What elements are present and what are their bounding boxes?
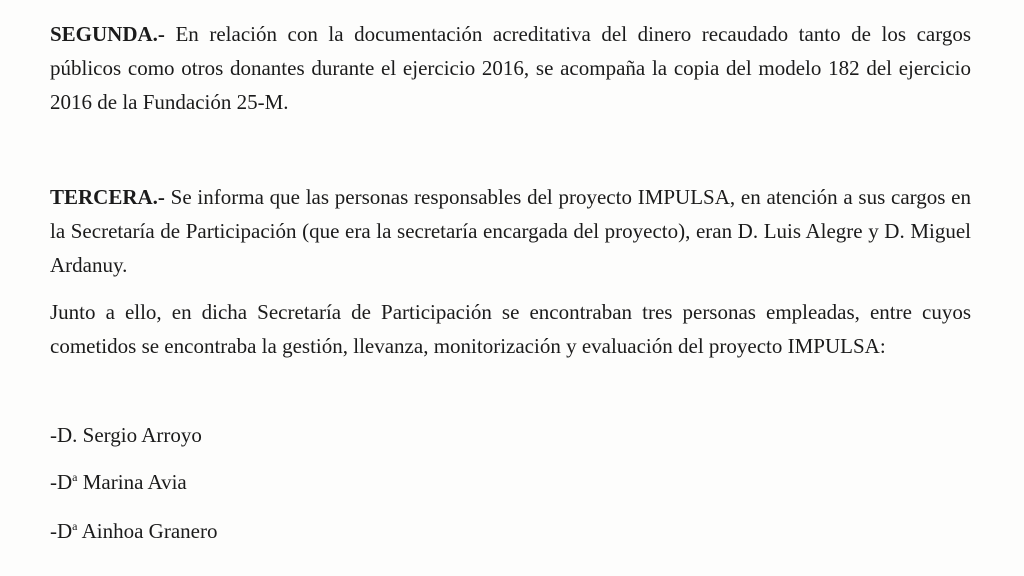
employee-prefix: -D.: [50, 423, 78, 447]
employee-list-item: [50, 514, 217, 548]
employee-list-item: [50, 418, 202, 452]
employee-ordinal: a: [72, 519, 78, 533]
paragraph-tercera-heading: TERCERA.-: [50, 185, 165, 209]
paragraph-tercera: [50, 180, 971, 282]
paragraph-junto: [50, 295, 971, 363]
employee-name: Sergio Arroyo: [77, 423, 202, 447]
paragraph-junto-text: Junto a ello, en dicha Secretaría de Participación se encontraban tres personas empleadas, entre cuyos cometidos se encontraba la gestión, llevanza, monitorización y evaluación del proyecto IMPULSA:: [50, 300, 971, 358]
paragraph-segunda-heading: SEGUNDA.-: [50, 22, 165, 46]
employee-list-item: [50, 465, 187, 499]
employee-name: Marina Avia: [77, 470, 187, 494]
employee-name: Ainhoa Granero: [77, 519, 218, 543]
paragraph-segunda-text: En relación con la documentación acreditativa del dinero recaudado tanto de los cargos públicos como otros donantes durante el ejercicio 2016, se acompaña la copia del modelo 182 del ejercicio 2016 de la Fundación 25-M.: [50, 22, 971, 114]
paragraph-segunda: [50, 17, 971, 119]
employee-ordinal: a: [72, 470, 78, 484]
paragraph-tercera-text: Se informa que las personas responsables del proyecto IMPULSA, en atención a sus cargos en la Secretaría de Participación (que era la secretaría encargada del proyecto), eran D. Luis Alegre y D. Miguel Ardanuy.: [50, 185, 971, 277]
employee-prefix: -D: [50, 519, 73, 543]
employee-prefix: -D: [50, 470, 73, 494]
